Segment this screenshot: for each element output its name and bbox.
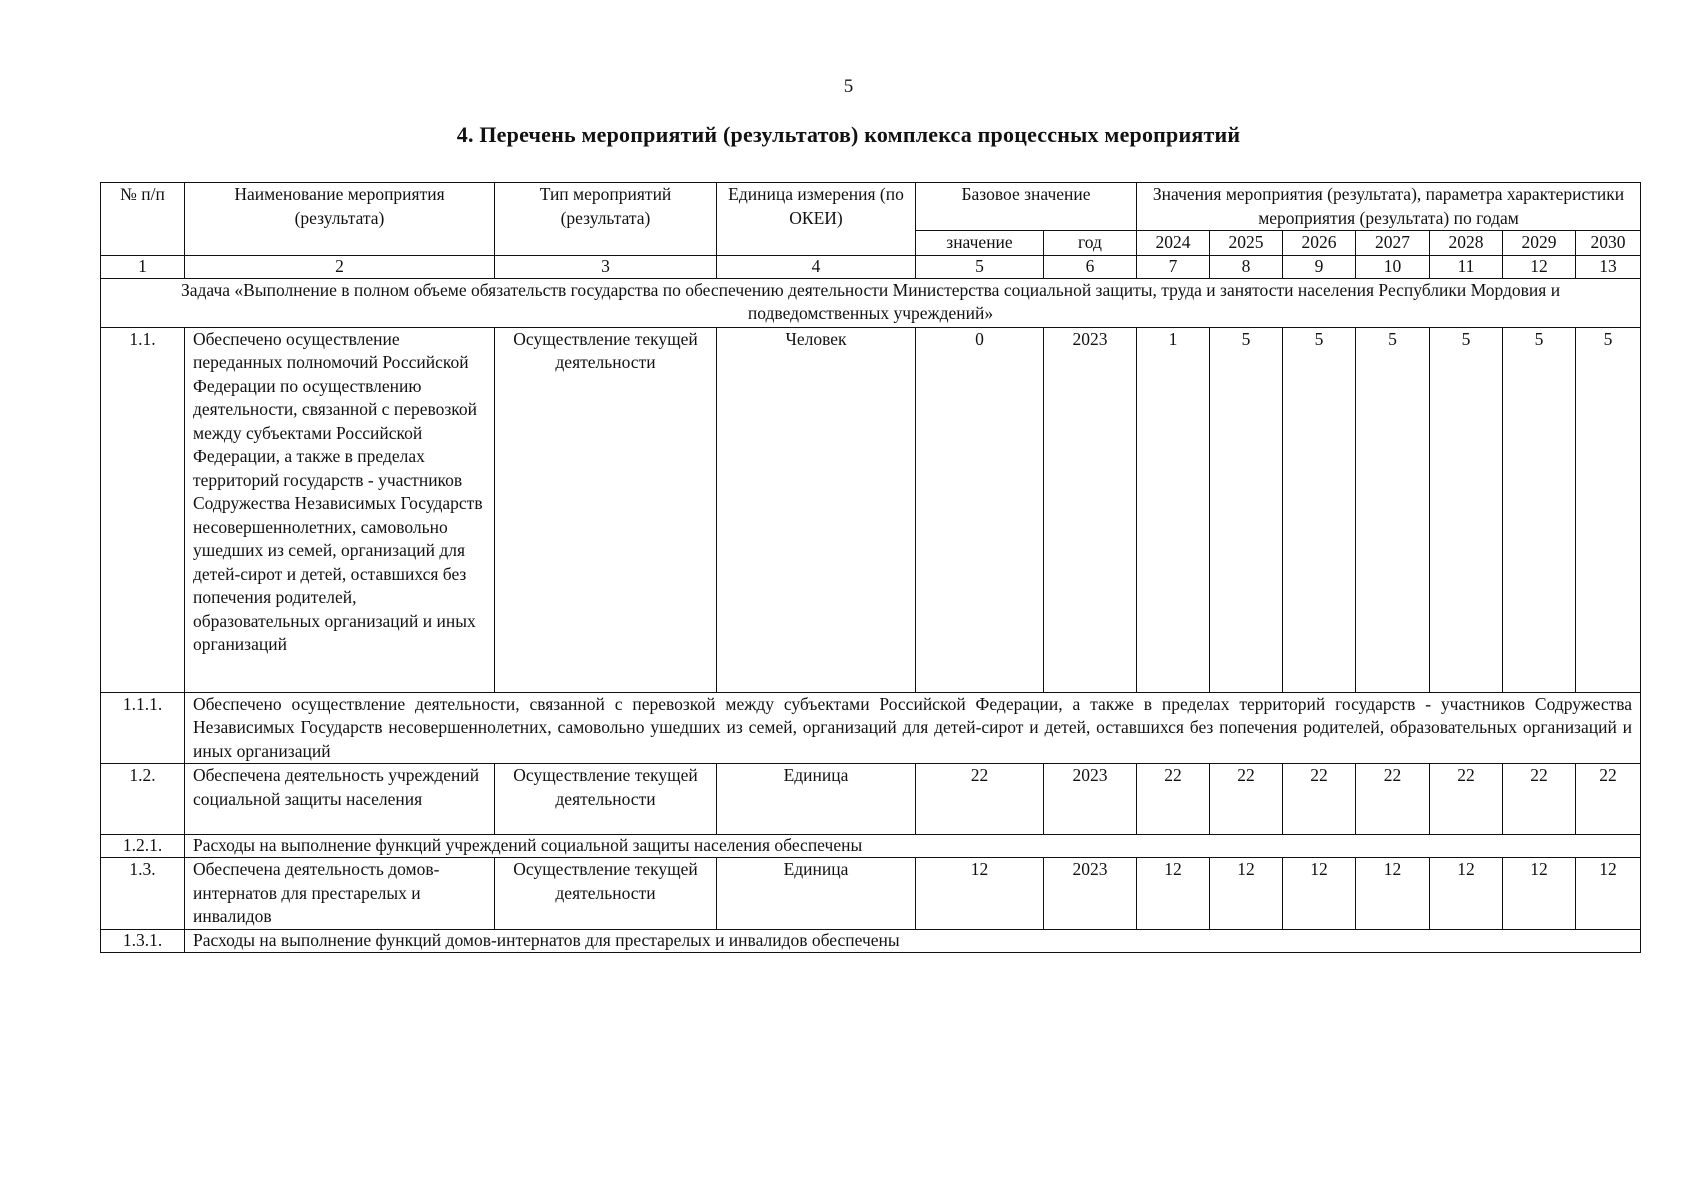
row-type: Осуществление текущей деятельности — [495, 858, 717, 930]
sub-row-text: Расходы на выполнение функций учреждений социальной защиты населения обеспечены — [185, 835, 1641, 858]
row-base-year: 2023 — [1044, 327, 1137, 692]
row-year-value: 22 — [1210, 764, 1283, 835]
row-year-value: 22 — [1283, 764, 1356, 835]
header-base-value: значение — [916, 231, 1044, 256]
header-year: 2025 — [1210, 231, 1283, 256]
sub-row-num: 1.1.1. — [101, 692, 185, 764]
row-year-value: 22 — [1503, 764, 1576, 835]
row-name: Обеспечена деятельность домов-интернатов для престарелых и инвалидов — [185, 858, 495, 930]
sub-row-text: Расходы на выполнение функций домов-интернатов для престарелых и инвалидов обеспечены — [185, 929, 1641, 952]
row-type: Осуществление текущей деятельности — [495, 764, 717, 835]
header-base-year: год — [1044, 231, 1137, 256]
column-number: 4 — [717, 255, 916, 278]
row-year-value: 12 — [1576, 858, 1641, 930]
sub-row-num: 1.2.1. — [101, 835, 185, 858]
row-year-value: 5 — [1430, 327, 1503, 692]
row-type: Осуществление текущей деятельности — [495, 327, 717, 692]
row-year-value: 12 — [1210, 858, 1283, 930]
row-name: Обеспечена деятельность учреждений социальной защиты населения — [185, 764, 495, 835]
row-year-value: 22 — [1576, 764, 1641, 835]
column-number: 7 — [1137, 255, 1210, 278]
column-number: 8 — [1210, 255, 1283, 278]
row-num: 1.1. — [101, 327, 185, 692]
column-number: 3 — [495, 255, 717, 278]
row-name: Обеспечено осуществление переданных полномочий Российской Федерации по осуществлению деятельности, связанной с перевозкой между субъектами Российской Федерации, а также в пределах территорий государств - участников Содружества Независимых Государств несовершеннолетних, самовольно ушедших из семей, организаций для детей-сирот и детей, оставшихся без попечения родителей, образовательных организаций и иных организаций — [185, 327, 495, 692]
page-number: 5 — [843, 76, 854, 97]
column-number: 12 — [1503, 255, 1576, 278]
row-unit: Единица — [717, 858, 916, 930]
activities-table — [100, 182, 1641, 953]
row-year-value: 12 — [1356, 858, 1430, 930]
row-year-value: 12 — [1503, 858, 1576, 930]
header-year: 2028 — [1430, 231, 1503, 256]
row-year-value: 12 — [1137, 858, 1210, 930]
task-row — [101, 278, 1641, 327]
row-base-value: 0 — [916, 327, 1044, 692]
header-num: № п/п — [101, 183, 185, 256]
row-unit: Единица — [717, 764, 916, 835]
header-base: Базовое значение — [916, 183, 1137, 231]
row-year-value: 5 — [1283, 327, 1356, 692]
header-unit: Единица измерения (по ОКЕИ) — [717, 183, 916, 256]
header-values: Значения мероприятия (результата), параметра характеристики мероприятия (результата) по годам — [1137, 183, 1641, 231]
sub-row — [101, 692, 1641, 764]
column-number: 11 — [1430, 255, 1503, 278]
header-year: 2026 — [1283, 231, 1356, 256]
header-year: 2024 — [1137, 231, 1210, 256]
sub-row — [101, 835, 1641, 858]
sub-row — [101, 929, 1641, 952]
row-year-value: 5 — [1356, 327, 1430, 692]
sub-row-text: Обеспечено осуществление деятельности, связанной с перевозкой между субъектами Российской Федерации, а также в пределах территорий государств - участников Содружества Независимых Государств несовершеннолетних, самовольно ушедших из семей, организаций для детей-сирот и детей, оставшихся без попечения родителей, образовательных организаций и иных организаций — [185, 692, 1641, 764]
column-number-row — [101, 255, 1641, 278]
row-base-value: 22 — [916, 764, 1044, 835]
row-year-value: 22 — [1137, 764, 1210, 835]
sub-row-num: 1.3.1. — [101, 929, 185, 952]
row-year-value: 5 — [1210, 327, 1283, 692]
column-number: 6 — [1044, 255, 1137, 278]
header-year: 2029 — [1503, 231, 1576, 256]
header-row — [101, 183, 1641, 231]
row-year-value: 5 — [1503, 327, 1576, 692]
row-base-year: 2023 — [1044, 764, 1137, 835]
table-row — [101, 858, 1641, 930]
row-year-value: 12 — [1430, 858, 1503, 930]
column-number: 9 — [1283, 255, 1356, 278]
task-text: Задача «Выполнение в полном объеме обязательств государства по обеспечению деятельности Министерства социальной защиты, труда и занятости населения Республики Мордовия и подведомственных учреждений» — [101, 278, 1641, 327]
row-base-value: 12 — [916, 858, 1044, 930]
column-number: 10 — [1356, 255, 1430, 278]
column-number: 2 — [185, 255, 495, 278]
table-row — [101, 764, 1641, 835]
row-num: 1.3. — [101, 858, 185, 930]
column-number: 1 — [101, 255, 185, 278]
row-base-year: 2023 — [1044, 858, 1137, 930]
column-number: 5 — [916, 255, 1044, 278]
row-year-value: 22 — [1356, 764, 1430, 835]
row-unit: Человек — [717, 327, 916, 692]
header-type: Тип мероприятий (результата) — [495, 183, 717, 256]
row-year-value: 1 — [1137, 327, 1210, 692]
row-year-value: 5 — [1576, 327, 1641, 692]
column-number: 13 — [1576, 255, 1641, 278]
header-year: 2030 — [1576, 231, 1641, 256]
document-title: 4. Перечень мероприятий (результатов) комплекса процессных мероприятий — [456, 122, 1241, 147]
row-num: 1.2. — [101, 764, 185, 835]
header-name: Наименование мероприятия (результата) — [185, 183, 495, 256]
row-year-value: 22 — [1430, 764, 1503, 835]
table-row — [101, 327, 1641, 692]
row-year-value: 12 — [1283, 858, 1356, 930]
header-year: 2027 — [1356, 231, 1430, 256]
